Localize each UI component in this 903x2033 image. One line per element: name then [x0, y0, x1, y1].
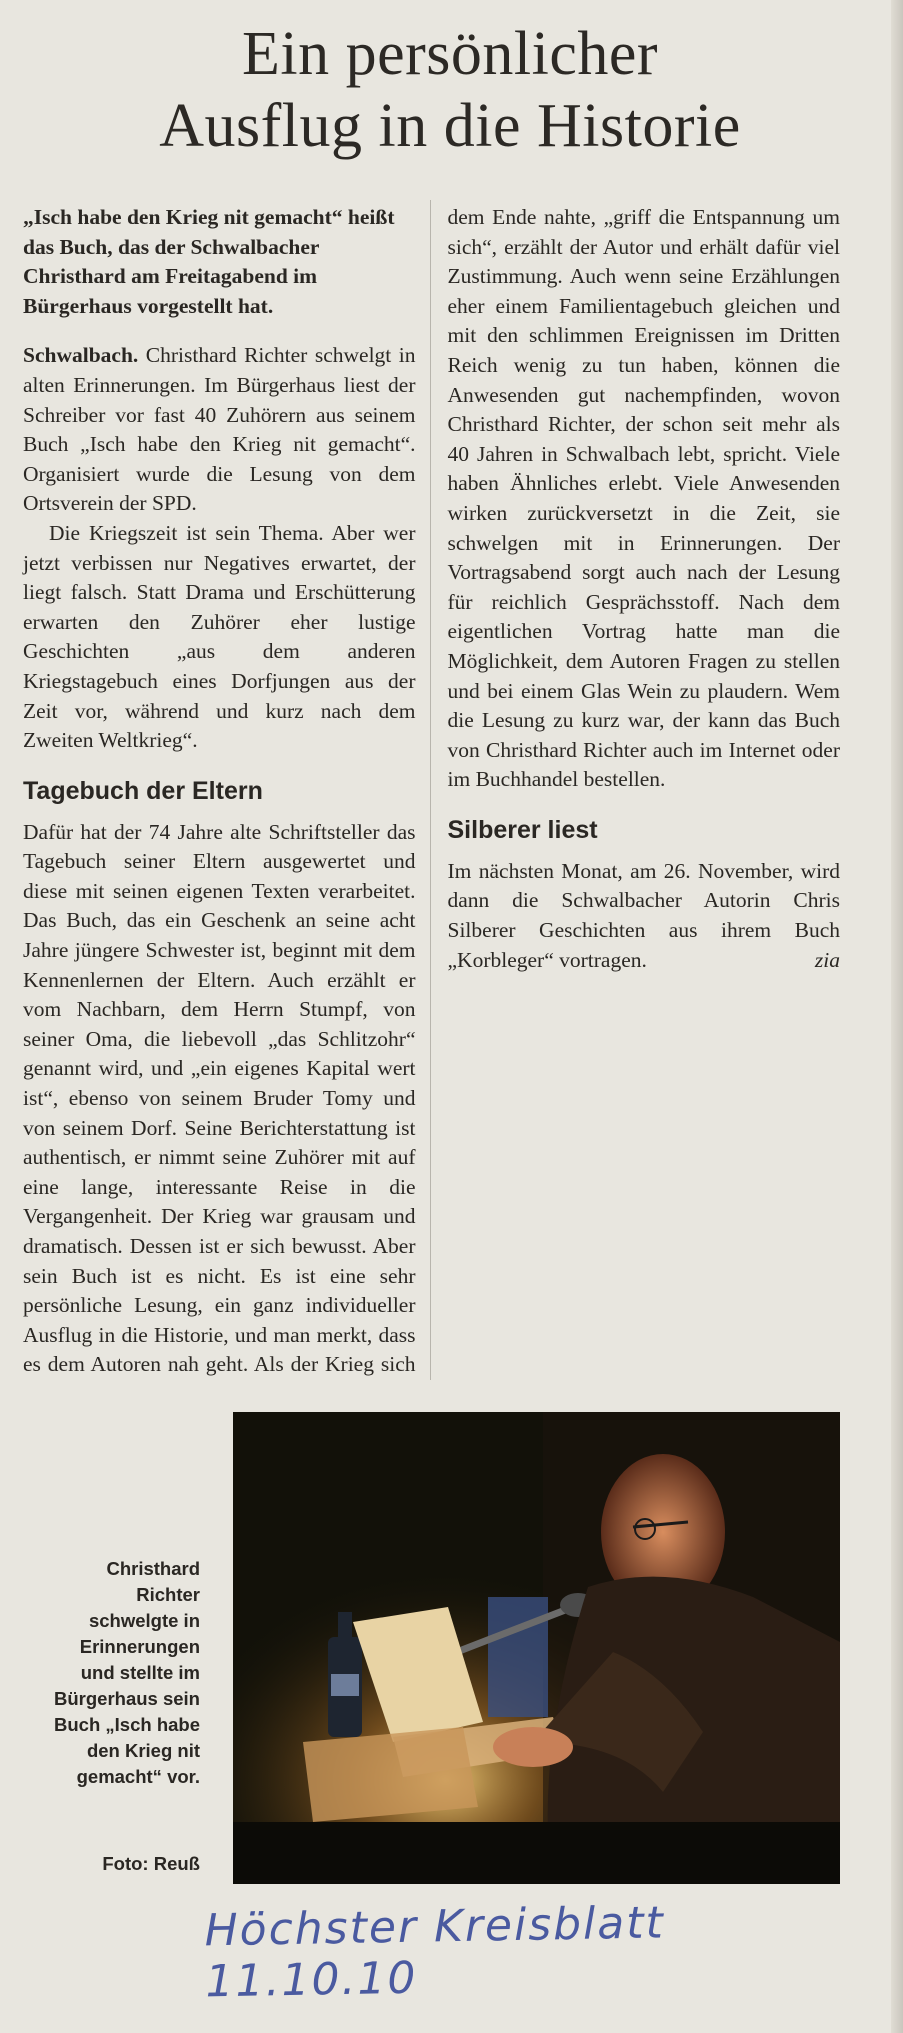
- photo-caption: Christhard Richter schwelgte in Erinnerungen und stellte im Bürgerhaus sein Buch „Isch habe den Krieg nit gemacht“ vor.: [54, 1558, 200, 1787]
- paragraph-2: Die Kriegszeit ist sein Thema. Aber wer jetzt verbissen nur Negatives erwartet, der liegt falsch. Statt Drama und Erschütterung erwarten den Zuhörer eher lustige Geschichten „aus dem anderen Kriegstagebuch eines Dorfjungen aus der Zeit vor, während und kurz nach dem Zweiten Weltkrieg“.: [23, 520, 416, 753]
- paragraph-4: [448, 857, 841, 975]
- article-body: [23, 203, 840, 1393]
- paragraph-1-text: Christhard Richter schwelgt in alten Erinnerungen. Im Bürgerhaus liest der Schreiber vor fast 40 Zuhörern aus seinem Buch „Isch habe den Krieg nit gemacht“. Organisiert wurde die Lesung von dem Ortsverein der SPD.: [23, 343, 416, 516]
- handwritten-note: Höchster Kreisblatt 11.10.10: [204, 1897, 666, 2008]
- author-signature: zia: [814, 947, 840, 972]
- paragraph-3: Dafür hat der 74 Jahre alte Schriftsteller das Tagebuch seiner Eltern ausgewertet und diese mit seinen eigenen Texten verarbeitet. Das Buch, das ein Geschenk an seine acht Jahre jüngere Schwester ist, beginnt mit dem Kennenlernen der Eltern. Auch erzählt er vom Nachbarn, dem Herrn Stumpf, von seiner Oma, die liebevoll „das Schlitzohr“ genannt wird, und „ein eigenes Kapital wert ist“, ebenso von seinem Bruder Tomy und von seinem Dorf. Seine Berichterstattung ist authentisch, er nimmt seine Zuhörer mit auf eine lange, interessante Reise in die Vergangenheit. Der Krieg war grausam und dramatisch. Dessen ist er sich bewusst. Aber sein Buch ist es nicht. Es ist eine sehr persönliche Lesung, ein ganz individueller Ausflug in die Historie, und man merkt, dass es dem Autoren nah geht. Als der Krieg sich dem Ende nahte, „griff die Entspannung um sich“, erzählt der Autor und erhält dafür viel Zustimmung. Auch wenn seine Erzählungen eher einem Familientagebuch gleichen und mit den schlimmen Ereignissen im Dritten Reich wenig zu tun haben, können die Anwesenden gut nachempfinden, wovon Christhard Richter, der schon seit mehr als 40 Jahren in Schwalbach lebt, spricht. Viele haben Ähnliches erlebt. Viele Anwesenden wirken zurückversetzt in die Zeit, sie schwelgen mit in Erinnerungen. Der Vortragsabend sorgt auch nach der Lesung für reichlich Gesprächsstoff. Nach dem eigentlichen Vortrag hatte man die Möglichkeit, dem Autoren Fragen zu stellen und bei einem Glas Wein zu plaudern. Wem die Lesung zu kurz war, der kann das Buch von Christhard Richter auch im Internet oder im Buchhandel bestellen.: [23, 205, 840, 1377]
- headline-line-1: Ein persönlicher: [241, 20, 659, 88]
- scan-edge: [891, 0, 903, 2033]
- article-lead: „Isch habe den Krieg nit gemacht“ heißt das Buch, das der Schwalbacher Christhard am Freitagabend im Bürgerhaus vorgestellt hat.: [23, 205, 395, 318]
- headline: [20, 18, 880, 162]
- subhead-tagebuch: Tagebuch der Eltern: [23, 776, 263, 805]
- dateline: Schwalbach.: [23, 343, 139, 368]
- paragraph-1: [23, 341, 416, 519]
- reading-photo: [233, 1412, 840, 1884]
- photo-credit: Foto: Reuß: [102, 1853, 200, 1874]
- reading-photo-image: [233, 1412, 840, 1884]
- headline-line-2: Ausflug in die Historie: [159, 92, 741, 160]
- subhead-silberer: Silberer liest: [447, 815, 598, 844]
- paragraph-4-text: Im nächsten Monat, am 26. November, wird dann die Schwalbacher Autorin Chris Silberer Geschichten aus ihrem Buch „Korbleger“ vortragen.: [447, 858, 840, 972]
